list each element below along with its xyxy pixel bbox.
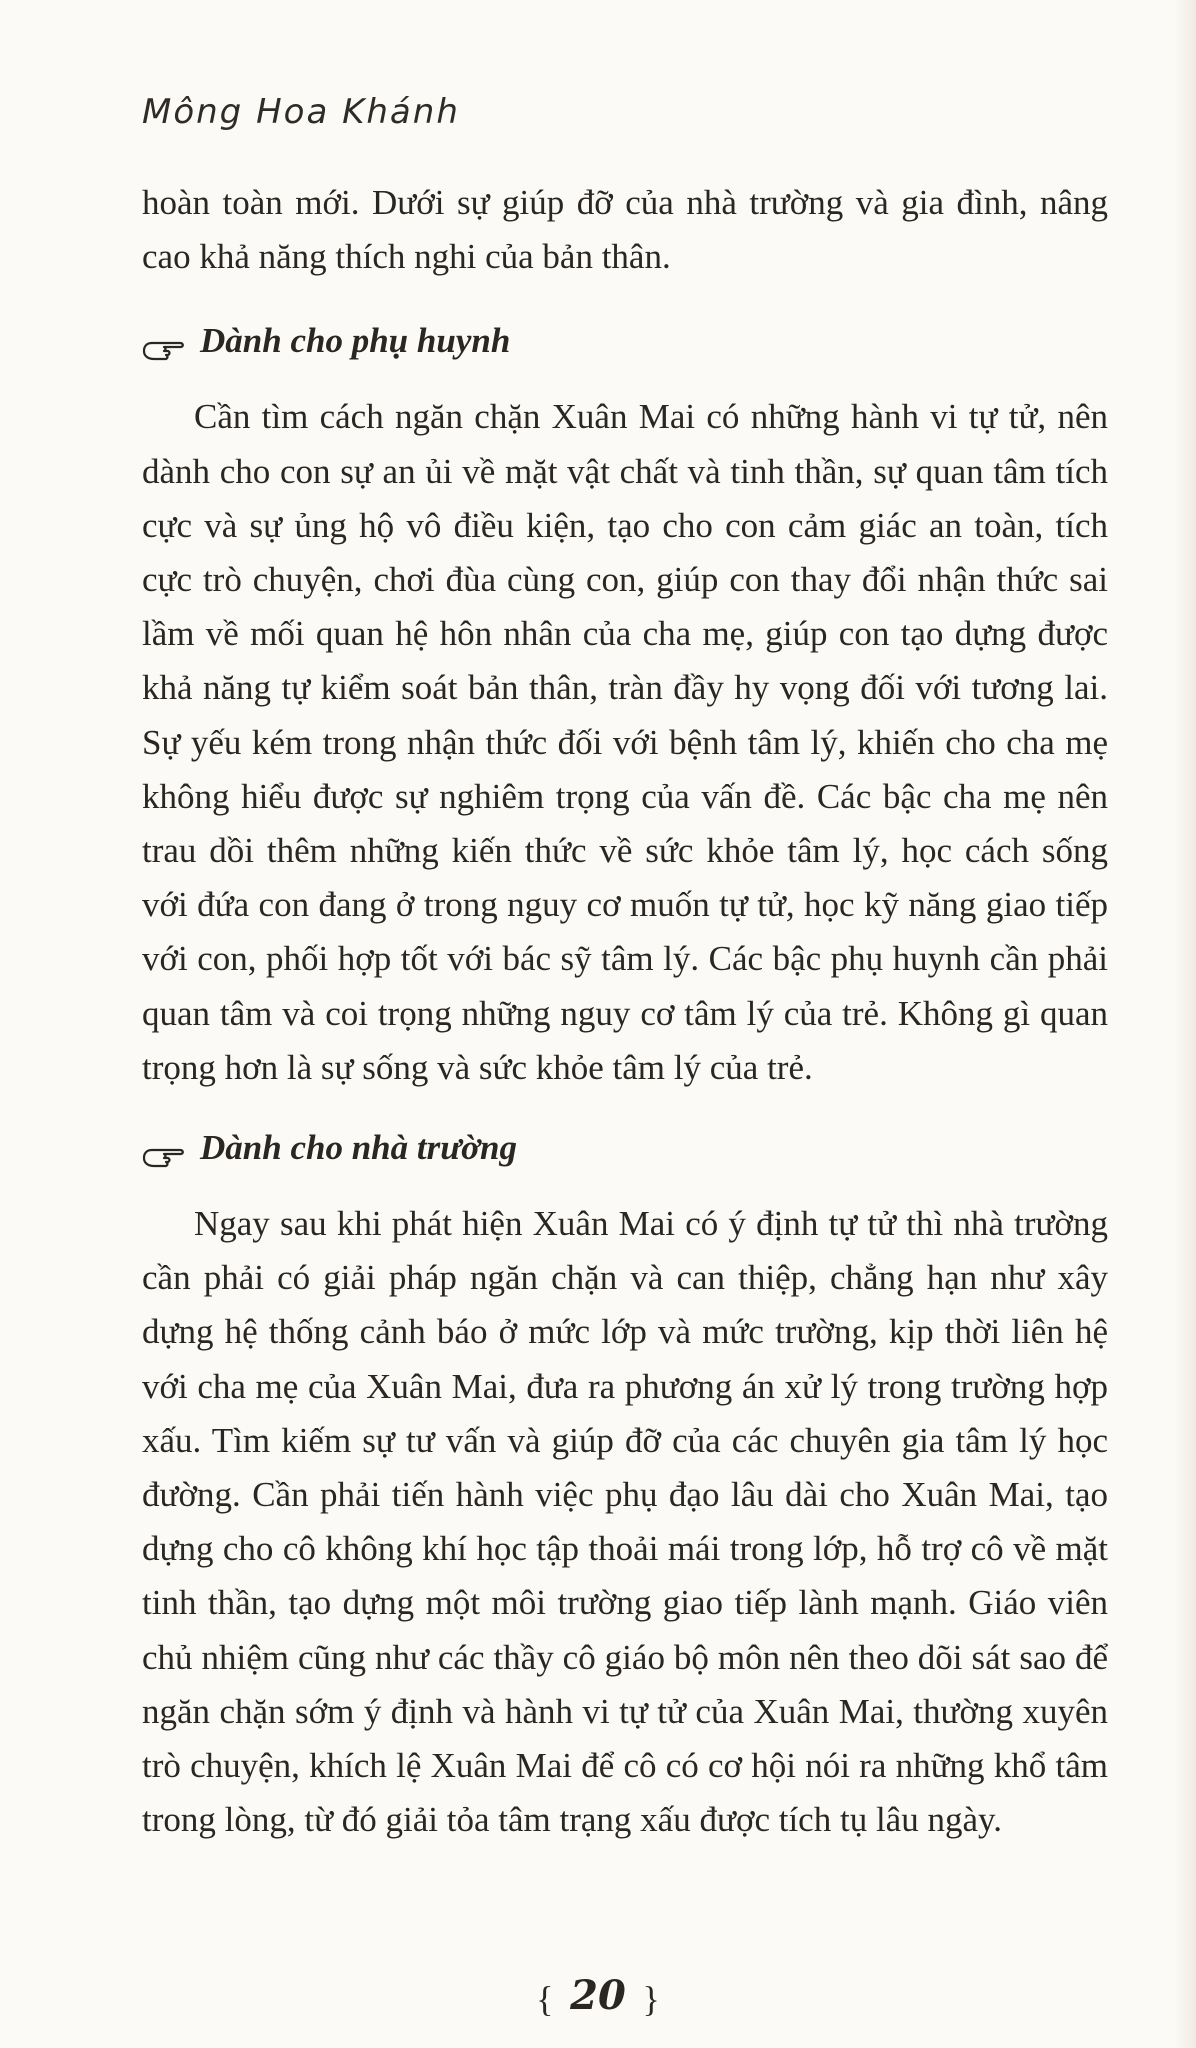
page-number: 20 xyxy=(570,1972,626,2019)
section-paragraph-school: Ngay sau khi phát hiện Xuân Mai có ý định tự tử thì nhà trường cần phải có giải pháp ngăn chặn và can thiệp, chẳng hạn như xây dựng hệ thống cảnh báo ở mức lớp và mức trường, kịp thời liên hệ với cha mẹ của Xuân Mai, đưa ra phương án xử lý trong trường hợp xấu. Tìm kiếm sự tư vấn và giúp đỡ của các chuyên gia tâm lý học đường. Cần phải tiến hành việc phụ đạo lâu dài cho Xuân Mai, tạo dựng cho cô không khí học tập thoải mái trong lớp, hỗ trợ cô về mặt tinh thần, tạo dựng một môi trường giao tiếp lành mạnh. Giáo viên chủ nhiệm cũng như các thầy cô giáo bộ môn nên theo dõi sát sao để ngăn chặn sớm ý định và hành vi tự tử của Xuân Mai, thường xuyên trò chuyện, khích lệ Xuân Mai để cô có cơ hội nói ra những khổ tâm trong lòng, từ đó giải tỏa tâm trạng xấu được tích tụ lâu ngày. xyxy=(142,1204,1108,1840)
page-body xyxy=(142,176,1108,1847)
cloud-ornament-left-icon: { xyxy=(536,1979,554,2019)
section-paragraph-parents: Cần tìm cách ngăn chặn Xuân Mai có những hành vi tự tử, nên dành cho con sự an ủi về mặt vật chất và tinh thần, sự quan tâm tích cực và sự ủng hộ vô điều kiện, tạo cho con cảm giác an toàn, tích cực trò chuyện, chơi đùa cùng con, giúp con thay đổi nhận thức sai lầm về mối quan hệ hôn nhân của cha mẹ, giúp con tạo dựng được khả năng tự kiểm soát bản thân, tràn đầy hy vọng đối với tương lai. Sự yếu kém trong nhận thức đối với bệnh tâm lý, khiến cho cha mẹ không hiểu được sự nghiêm trọng của vấn đề. Các bậc cha mẹ nên trau dồi thêm những kiến thức về sức khỏe tâm lý, học cách sống với đứa con đang ở trong nguy cơ muốn tự tử, học kỹ năng giao tiếp với con, phối hợp tốt với bác sỹ tâm lý. Các bậc phụ huynh cần phải quan tâm và coi trọng những nguy cơ tâm lý của trẻ. Không gì quan trọng hơn là sự sống và sức khỏe tâm lý của trẻ. xyxy=(142,397,1108,1087)
section-heading-parents xyxy=(142,314,1108,368)
section-heading-text: Dành cho phụ huynh xyxy=(200,321,511,361)
pointing-hand-icon xyxy=(142,327,186,355)
page-footer xyxy=(0,1972,1196,2019)
page-edge-shadow xyxy=(1174,0,1196,2048)
pointing-hand-icon xyxy=(142,1134,186,1162)
running-header: Mông Hoa Khánh xyxy=(142,92,460,132)
section-heading-text: Dành cho nhà trường xyxy=(200,1127,517,1167)
intro-paragraph: hoàn toàn mới. Dưới sự giúp đỡ của nhà trường và gia đình, nâng cao khả năng thích nghi của bản thân. xyxy=(142,183,1108,277)
page-number-frame xyxy=(536,1972,660,2019)
section-heading-school xyxy=(142,1121,1108,1175)
cloud-ornament-right-icon: } xyxy=(642,1979,660,2019)
